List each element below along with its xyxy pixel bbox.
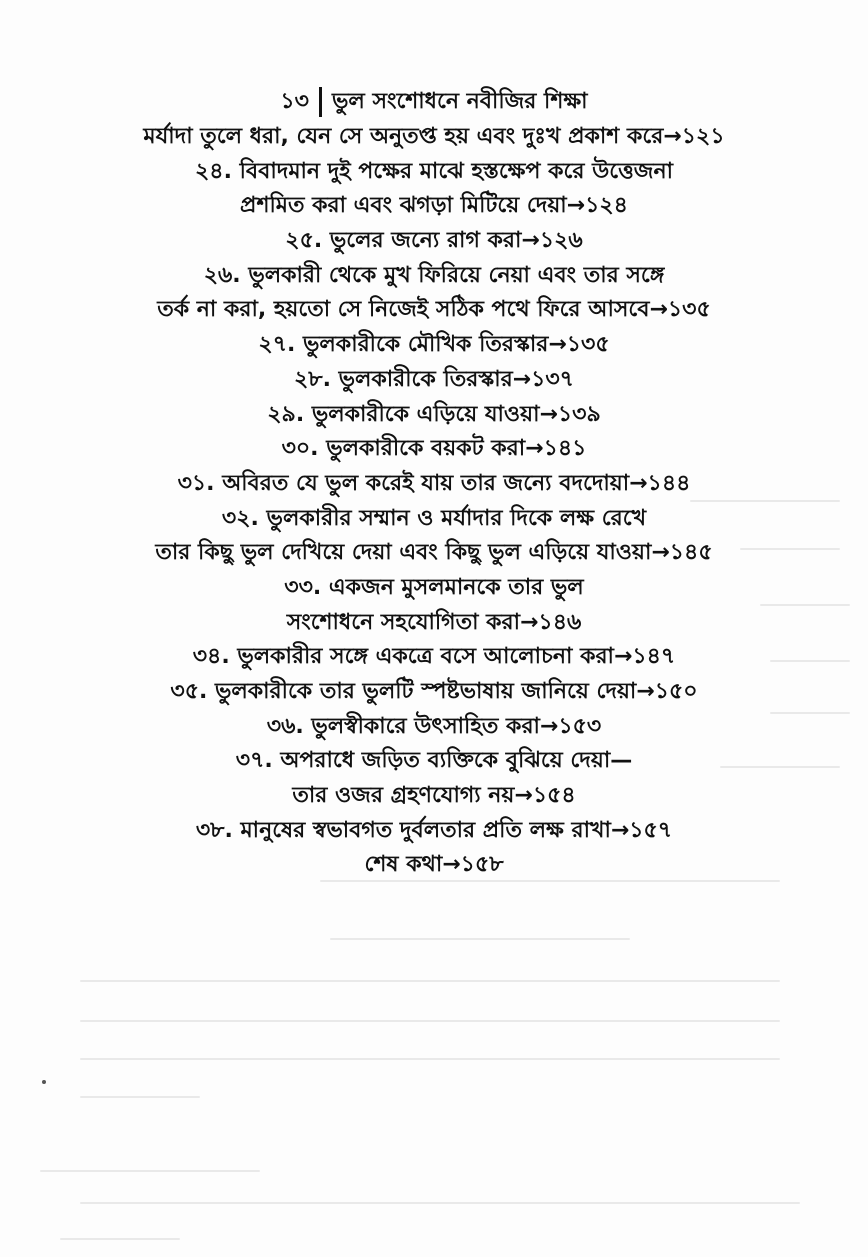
toc-line: ২৬. ভুলকারী থেকে মুখ ফিরিয়ে নেয়া এবং তার সঙ্গে bbox=[203, 262, 665, 288]
toc-line: মর্যাদা তুলে ধরা, যেন সে অনুতপ্ত হয় এবং দুঃখ প্রকাশ করে→১২১ bbox=[143, 124, 725, 149]
toc-line: তার কিছু ভুল দেখিয়ে দেয়া এবং কিছু ভুল এড়িয়ে যাওয়া→১৪৫ bbox=[155, 540, 713, 566]
toc-line: ৩২. ভুলকারীর সম্মান ও মর্যাদার দিকে লক্ষ রেখে bbox=[221, 505, 647, 531]
running-header bbox=[0, 86, 868, 118]
toc-line: প্রশমিত করা এবং ঝগড়া মিটিয়ে দেয়া→১২৪ bbox=[240, 193, 628, 219]
toc-line: ২৪. বিবাদমান দুই পক্ষের মাঝে হস্তক্ষেপ করে উত্তেজনা bbox=[195, 158, 673, 184]
page-number: ১৩ bbox=[280, 89, 309, 114]
toc-line: ৩৮. মানুষের স্বভাবগত দুর্বলতার প্রতি লক্ষ রাখা→১৫৭ bbox=[195, 817, 673, 843]
toc-line: ২৯. ভুলকারীকে এড়িয়ে যাওয়া→১৩৯ bbox=[267, 401, 601, 427]
toc-line: ৩১. অবিরত যে ভুল করেই যায় তার জন্যে বদদোয়া→১৪৪ bbox=[177, 470, 691, 496]
toc-line: ২৮. ভুলকারীকে তিরস্কার→১৩৭ bbox=[294, 366, 574, 392]
toc-line: ২৭. ভুলকারীকে মৌখিক তিরস্কার→১৩৫ bbox=[258, 332, 610, 358]
header-divider bbox=[319, 87, 322, 117]
toc-line: ৩৭. অপরাধে জড়িত ব্যক্তিকে বুঝিয়ে দেয়া— bbox=[235, 748, 633, 774]
toc-line: ২৫. ভুলের জন্যে রাগ করা→১২৬ bbox=[285, 228, 583, 254]
toc-line: ৩৩. একজন মুসলমানকে তার ভুল bbox=[284, 574, 584, 600]
toc-line: ৩০. ভুলকারীকে বয়কট করা→১৪১ bbox=[281, 436, 587, 462]
toc-line: ৩৬. ভুলস্বীকারে উৎসাহিত করা→১৫৩ bbox=[266, 713, 602, 739]
toc-line: সংশোধনে সহযোগিতা করা→১৪৬ bbox=[286, 609, 582, 635]
toc-line: শেষ কথা→১৫৮ bbox=[364, 852, 504, 878]
toc-line: তর্ক না করা, হয়তো সে নিজেই সঠিক পথে ফিরে আসবে→১৩৫ bbox=[157, 297, 711, 323]
running-header-title: ভুল সংশোধনে নবীজির শিক্ষা bbox=[332, 89, 588, 114]
toc-line: তার ওজর গ্রহণযোগ্য নয়→১৫৪ bbox=[292, 783, 576, 809]
table-of-contents bbox=[0, 120, 868, 883]
ink-speck bbox=[42, 1080, 46, 1084]
toc-line: ৩৫. ভুলকারীকে তার ভুলটি স্পষ্টভাষায় জানিয়ে দেয়া→১৫০ bbox=[170, 679, 698, 704]
toc-line: ৩৪. ভুলকারীর সঙ্গে একত্রে বসে আলোচনা করা→১৪৭ bbox=[192, 644, 676, 670]
